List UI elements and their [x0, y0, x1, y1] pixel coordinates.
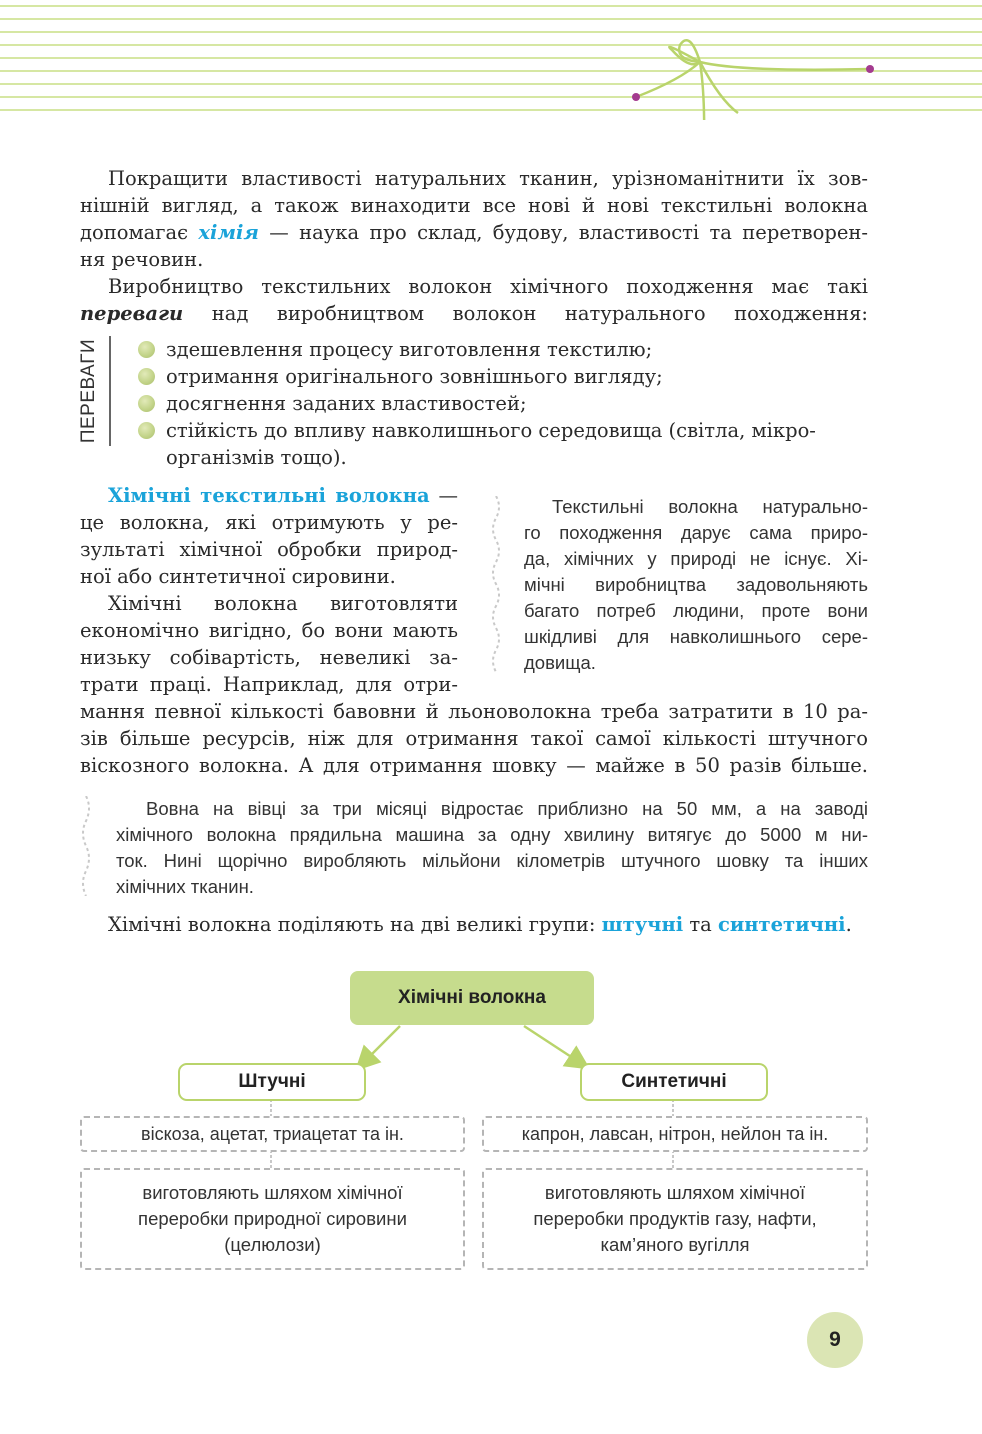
wool-note: [116, 796, 868, 900]
economy-line-2: економічно вигідно, бо вони мають: [80, 619, 458, 642]
bullet-icon: [138, 422, 155, 439]
method-line: кам’яного вугілля: [600, 1234, 750, 1255]
list-item: отримання оригінального зовнішнього вигляду;: [136, 363, 868, 390]
method-line: виготовляють шляхом хімічної: [142, 1182, 403, 1203]
header-lines-decoration: [0, 0, 982, 120]
groups-sentence: Хімічні волокна поділяють на дві великі групи: штучні та синтетичні.: [108, 913, 852, 936]
intro-line-3: допомагає хімія — наука про склад, будову, властивості та перетворен-: [80, 221, 868, 244]
list-item: здешевлення процесу виготовлення текстилю;: [136, 336, 868, 363]
list-item: стійкість до впливу навколишнього середовища (світла, мікро- організмів тощо).: [136, 417, 868, 471]
definition-line-2: це волокна, які отримують у ре-: [80, 511, 458, 534]
side-note-line: го походження дарує сама приро-: [524, 522, 868, 543]
term-synthetic: синтетичні: [717, 913, 846, 936]
diagram-root-box: Хімічні волокна: [350, 971, 594, 1025]
bullet-icon: [138, 395, 155, 412]
economy-line-1: Хімічні волокна виготовляти: [108, 592, 458, 615]
diagram-synthetic-method: [482, 1168, 868, 1270]
method-line: переробки продуктів газу, нафти,: [533, 1208, 817, 1229]
page-number: 9: [807, 1312, 863, 1368]
intro-line-4: ня речовин.: [80, 248, 204, 271]
wool-note-line: Вовна на вівці за три місяці відростає приблизно на 50 мм, а на заводі: [146, 798, 868, 819]
diagram-artificial-box: Штучні: [178, 1063, 366, 1101]
side-note-line: Текстильні волокна натурально-: [552, 496, 868, 517]
side-note-line: шкідливі для навколишнього сере-: [524, 626, 868, 647]
economy-line-5: мання певної кількості бавовни й льоноволокна треба затратити в 10 ра-: [80, 700, 868, 723]
definition-line-4: ної або синтетичної сировини.: [80, 565, 396, 588]
method-line: переробки природної сировини: [138, 1208, 407, 1229]
production-paragraph: [80, 273, 868, 327]
ribbon-bow-icon: [636, 40, 870, 120]
definition-paragraph: [80, 482, 458, 590]
method-line: виготовляють шляхом хімічної: [544, 1182, 806, 1203]
side-note: [524, 494, 868, 676]
economy-line-6: зів більше ресурсів, ніж для отримання такої самої кількості штучного: [80, 727, 868, 750]
economy-paragraph-wide: [80, 698, 868, 779]
definition-line-3: зультаті хімічної обробки природ-: [80, 538, 458, 561]
side-note-line: да, хімічних у природі не існує. Хі-: [524, 548, 868, 569]
side-note-wavy-border: [488, 496, 504, 672]
production-line-2: переваги над виробництвом волокон натурального походження:: [80, 302, 868, 325]
economy-line-3: низьку собівартість, невеликі за-: [80, 646, 458, 669]
economy-paragraph-narrow: [80, 590, 458, 698]
wool-note-line: хімічних тканин.: [116, 876, 254, 897]
wool-note-line: ток. Нині щорічно виробляють мільйони кілометрів штучного шовку та інших: [116, 850, 868, 871]
economy-line-4: трати праці. Наприклад, для отри-: [80, 673, 458, 696]
diagram-synthetic-box: Синтетичні: [580, 1063, 768, 1101]
term-chemistry: хімія: [198, 221, 259, 244]
term-chemical-fibers: Хімічні текстильні волокна: [108, 484, 430, 507]
side-note-line: довища.: [524, 652, 596, 673]
wool-note-line: хімічного волокна прядильна машина за одну хвилину витягує до 5000 м ни-: [116, 824, 868, 845]
intro-line-1: Покращити властивості натуральних тканин, урізноманітнити їх зов-: [108, 167, 868, 190]
side-note-line: багато потреб людини, проте вони: [524, 600, 868, 621]
economy-line-7: віскозного волокна. А для отримання шовку — майже в 50 разів більше.: [80, 754, 868, 777]
intro-line-2: нішній вигляд, а також винаходити все нові й нові текстильні волокна: [80, 194, 868, 217]
bullet-icon: [138, 368, 155, 385]
production-line-1: Виробництво текстильних волокон хімічного походження має такі: [108, 275, 868, 298]
intro-paragraph: [80, 165, 868, 273]
wool-note-wavy-border: [78, 796, 94, 896]
diagram-artificial-method: [80, 1168, 465, 1270]
definition-line-1: Хімічні текстильні волокна —: [108, 484, 458, 507]
term-artificial: штучні: [601, 913, 684, 936]
term-advantages: переваги: [80, 302, 184, 325]
list-item: досягнення заданих властивостей;: [136, 390, 868, 417]
advantages-vertical-label: [70, 336, 114, 446]
method-line: (целюлози): [224, 1234, 321, 1255]
advantages-label-text: ПЕРЕВАГИ: [78, 338, 99, 444]
bullet-icon: [138, 341, 155, 358]
advantages-list: [136, 336, 868, 471]
side-note-line: мічні виробництва задовольняють: [524, 574, 868, 595]
diagram-artificial-examples: віскоза, ацетат, триацетат та ін.: [80, 1116, 465, 1152]
diagram-synthetic-examples: капрон, лавсан, нітрон, нейлон та ін.: [482, 1116, 868, 1152]
